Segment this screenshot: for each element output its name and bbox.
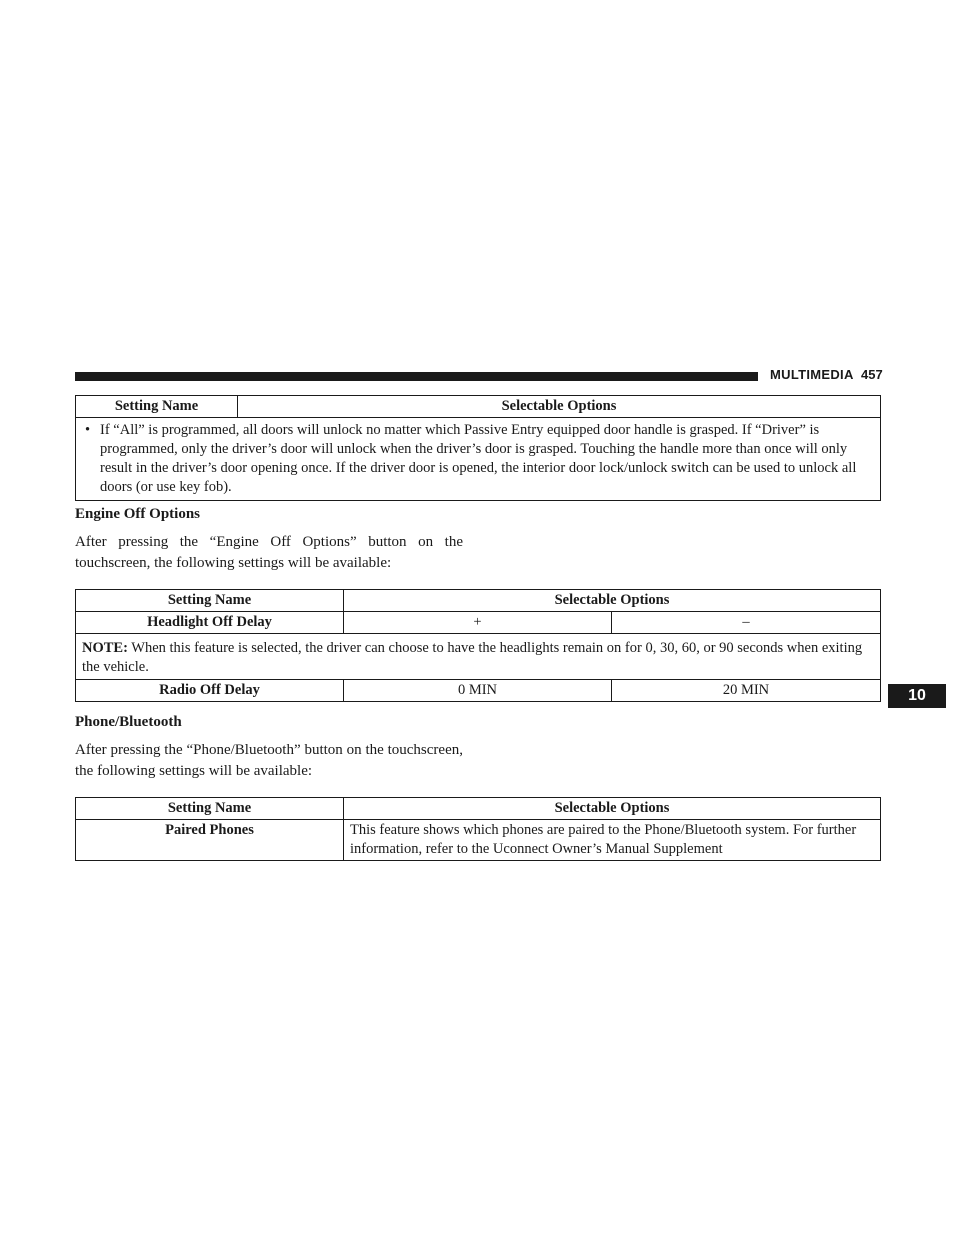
setting-name: Radio Off Delay — [76, 680, 344, 702]
phone-bluetooth-heading: Phone/Bluetooth — [75, 714, 182, 730]
col-selectable-options: Selectable Options — [344, 798, 881, 820]
table-header-row — [76, 798, 881, 820]
table-header-row — [76, 590, 881, 612]
table-row — [76, 820, 881, 861]
option-value: 0 MIN — [344, 680, 612, 702]
option-value: + — [344, 612, 612, 634]
section-label: MULTIMEDIA — [770, 367, 854, 382]
note-text: When this feature is selected, the driver can choose to have the headlights remain on for 0, 30, 60, or 90 seconds when exiting the vehicle. — [82, 640, 863, 675]
table-row — [76, 680, 881, 702]
setting-description: This feature shows which phones are paired to the Phone/Bluetooth system. For further information, refer to the Uconnect Owner’s Manual Supplement — [344, 820, 881, 861]
col-selectable-options: Selectable Options — [344, 590, 881, 612]
header-rule — [75, 372, 758, 381]
col-setting-name: Setting Name — [76, 590, 344, 612]
col-setting-name: Setting Name — [76, 798, 344, 820]
option-value: 20 MIN — [612, 680, 881, 702]
option-value: – — [612, 612, 881, 634]
bullet-icon: • — [85, 422, 91, 438]
page-number: 457 — [861, 367, 883, 382]
col-setting-name: Setting Name — [76, 396, 238, 418]
table-row — [76, 634, 881, 680]
chapter-tab: 10 — [888, 684, 946, 708]
table-header-row — [76, 396, 881, 418]
bullet-cell — [76, 418, 881, 501]
phone-bluetooth-table — [75, 797, 881, 861]
note-cell — [76, 634, 881, 680]
note-label: NOTE: — [82, 640, 128, 656]
setting-name: Headlight Off Delay — [76, 612, 344, 634]
setting-name: Paired Phones — [76, 820, 344, 861]
table-row — [76, 612, 881, 634]
passive-entry-table — [75, 395, 881, 501]
engine-off-heading: Engine Off Options — [75, 506, 201, 522]
engine-off-intro: After pressing the “Engine Off Options” button on the touchscreen, the following settings will be available: — [75, 534, 463, 571]
engine-off-table — [75, 589, 881, 702]
phone-bluetooth-intro: After pressing the “Phone/Bluetooth” button on the touchscreen, the following settings will be available: — [75, 742, 463, 779]
col-selectable-options: Selectable Options — [238, 396, 881, 418]
bullet-text: If “All” is programmed, all doors will unlock no matter which Passive Entry equipped door handle is grasped. If “Driver” is programmed, only the driver’s door will unlock when the driver’s door is grasped. Touching the handle more than once will only result in the driver’s door opening once. If the driver door is opened, the interior door lock/unlock switch can be used to unlock all doors (or use key fob). — [100, 422, 857, 495]
table-row — [76, 418, 881, 501]
